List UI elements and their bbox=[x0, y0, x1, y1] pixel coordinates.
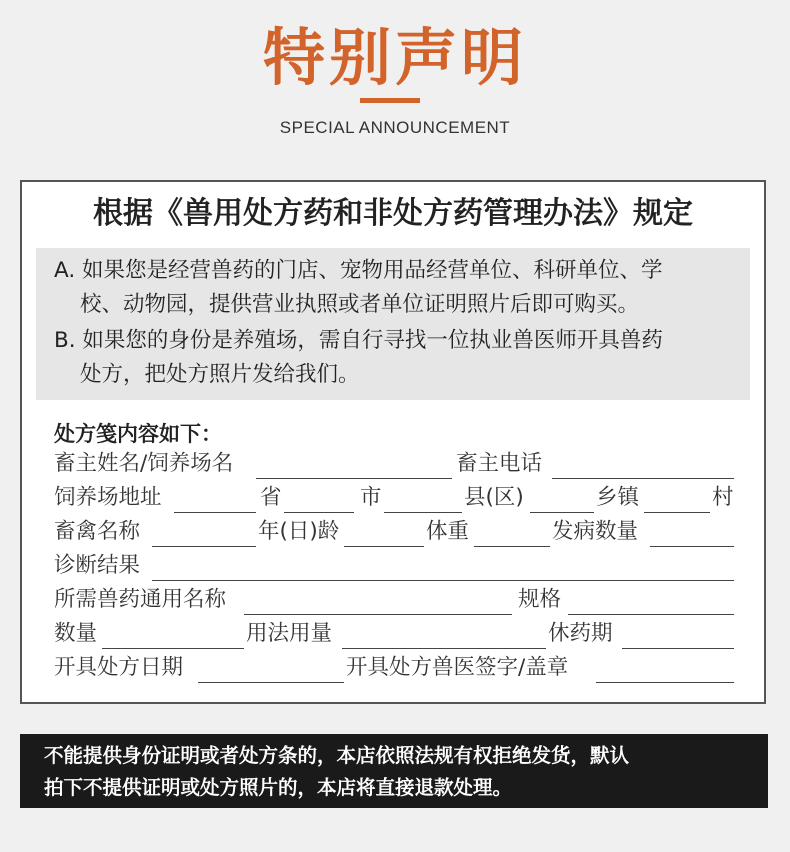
page-title: 特别声明 bbox=[262, 21, 527, 94]
announcement-box bbox=[20, 180, 766, 704]
label-county: 县(区) bbox=[464, 485, 524, 510]
notice-line-a2: 校、动物园，提供营业执照或者单位证明照片后即可购买。 bbox=[80, 292, 640, 317]
label-quantity: 数量 bbox=[54, 621, 98, 646]
label-village: 村 bbox=[712, 485, 734, 510]
town-field[interactable] bbox=[530, 512, 594, 513]
label-spec: 规格 bbox=[518, 587, 562, 612]
label-owner-name: 畜主姓名/饲养场名 bbox=[54, 451, 234, 476]
label-diagnosis: 诊断结果 bbox=[54, 553, 141, 578]
label-animal-name: 畜禽名称 bbox=[54, 519, 141, 544]
village-field[interactable] bbox=[644, 512, 710, 513]
notice-line-b1: B. 如果您的身份是养殖场，需自行寻找一位执业兽医师开具兽药 bbox=[54, 328, 663, 353]
label-province: 省 bbox=[260, 485, 282, 510]
animal-name-field[interactable] bbox=[152, 546, 256, 547]
label-vet-signature: 开具处方兽医签字/盖章 bbox=[346, 655, 569, 680]
label-city: 市 bbox=[360, 485, 382, 510]
diagnosis-field[interactable] bbox=[152, 580, 734, 581]
page-subtitle: SPECIAL ANNOUNCEMENT bbox=[279, 118, 511, 137]
label-withdrawal: 休药期 bbox=[548, 621, 613, 646]
label-town: 乡镇 bbox=[596, 485, 640, 510]
weight-field[interactable] bbox=[474, 546, 550, 547]
county-field[interactable] bbox=[384, 512, 462, 513]
notice-line-a1: A. 如果您是经营兽药的门店、宠物用品经营单位、科研单位、学 bbox=[54, 258, 663, 283]
prescription-heading: 处方笺内容如下： bbox=[54, 422, 222, 446]
warning-banner bbox=[20, 734, 768, 808]
warning-line-1: 不能提供身份证明或者处方条的，本店依照法规有权拒绝发货，默认 bbox=[44, 744, 630, 767]
label-rx-date: 开具处方日期 bbox=[54, 655, 184, 680]
city-field[interactable] bbox=[284, 512, 354, 513]
regulation-heading: 根据《兽用处方药和非处方药管理办法》规定 bbox=[93, 196, 693, 231]
label-farm-address: 饲养场地址 bbox=[54, 485, 162, 510]
drug-name-field[interactable] bbox=[244, 614, 512, 615]
title-underline bbox=[360, 98, 420, 103]
label-age: 年(日)龄 bbox=[258, 519, 340, 544]
warning-line-2: 拍下不提供证明或处方照片的，本店将直接退款处理。 bbox=[44, 776, 513, 799]
owner-name-field[interactable] bbox=[256, 478, 452, 479]
quantity-field[interactable] bbox=[102, 648, 244, 649]
label-dosage: 用法用量 bbox=[246, 621, 333, 646]
withdrawal-field[interactable] bbox=[622, 648, 734, 649]
label-weight: 体重 bbox=[426, 519, 470, 544]
vet-signature-field[interactable] bbox=[596, 682, 734, 683]
owner-phone-field[interactable] bbox=[552, 478, 734, 479]
label-sick-count: 发病数量 bbox=[552, 519, 639, 544]
age-field[interactable] bbox=[344, 546, 424, 547]
sick-count-field[interactable] bbox=[650, 546, 734, 547]
spec-field[interactable] bbox=[568, 614, 734, 615]
province-field[interactable] bbox=[174, 512, 256, 513]
notice-line-b2: 处方，把处方照片发给我们。 bbox=[80, 362, 360, 387]
notice-panel bbox=[36, 248, 750, 400]
rx-date-field[interactable] bbox=[198, 682, 344, 683]
label-drug-name: 所需兽药通用名称 bbox=[54, 587, 227, 612]
dosage-field[interactable] bbox=[342, 648, 546, 649]
label-owner-phone: 畜主电话 bbox=[456, 451, 543, 476]
